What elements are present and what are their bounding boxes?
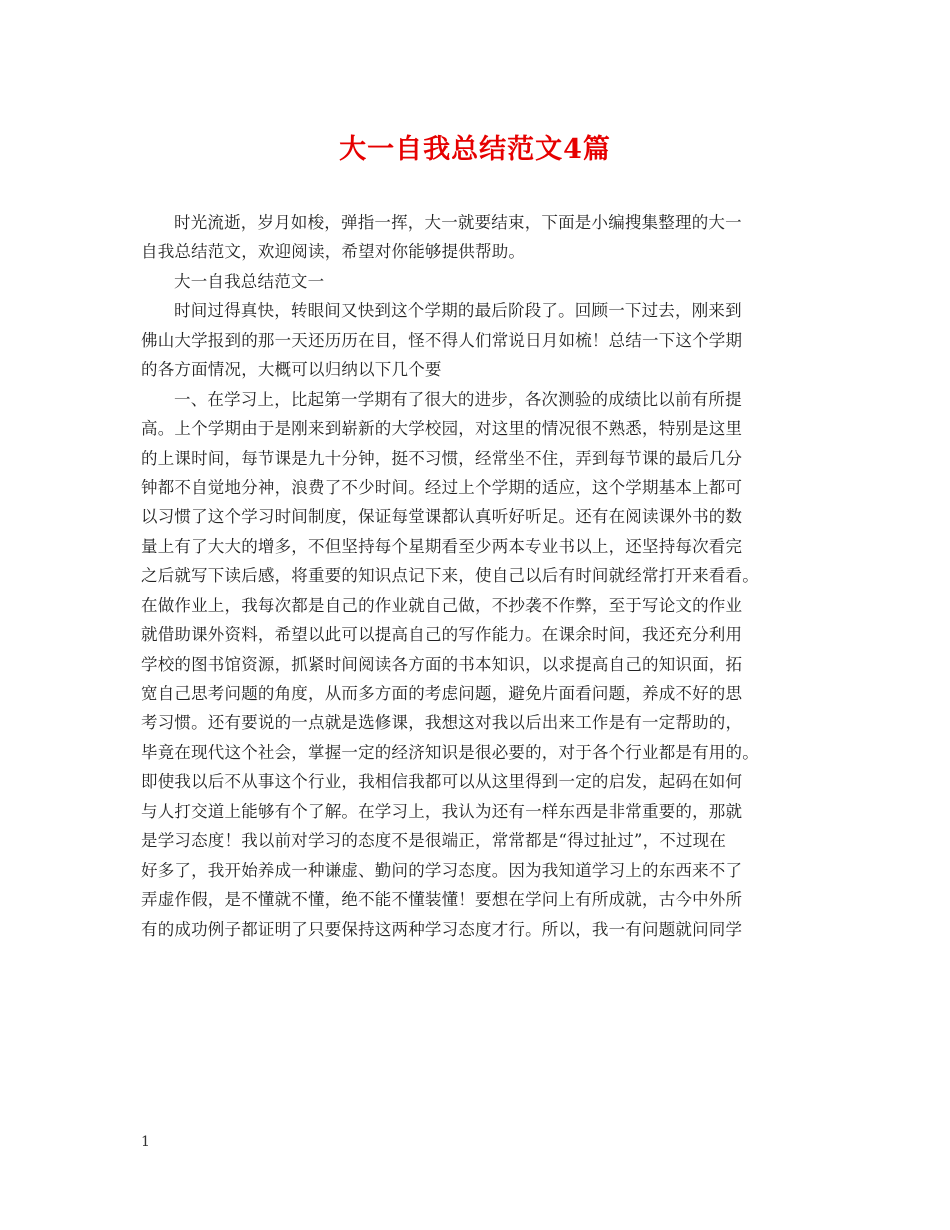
paragraph-line: 与人打交道上能够有个了解。在学习上，我认为还有一样东西是非常重要的，那就 — [141, 801, 743, 821]
paragraph-line: 学校的图书馆资源，抓紧时间阅读各方面的书本知识，以求提高自己的知识面，拓 — [141, 654, 743, 674]
paragraph-line: 高。上个学期由于是刚来到崭新的大学校园，对这里的情况很不熟悉，特别是这里 — [141, 419, 743, 439]
paragraph-line: 以习惯了这个学习时间制度，保证每堂课都认真听好听足。还有在阅读课外书的数 — [141, 507, 743, 527]
paragraph-line: 时间过得真快，转眼间又快到这个学期的最后阶段了。回顾一下过去，刚来到 — [174, 301, 742, 321]
paragraph-line: 在做作业上，我每次都是自己的作业就自己做，不抄袭不作弊，至于写论文的作业 — [141, 595, 743, 615]
paragraph-line: 量上有了大大的增多，不但坚持每个星期看至少两本专业书以上，还坚持每次看完 — [141, 536, 743, 556]
paragraph-line: 毕竟在现代这个社会，掌握一定的经济知识是很必要的，对于各个行业都是有用的。 — [141, 742, 759, 762]
paragraph-line: 的各方面情况，大概可以归纳以下几个要 — [141, 360, 442, 380]
document-body — [141, 208, 811, 944]
paragraph-line: 弄虚作假，是不懂就不懂，绝不能不懂装懂！要想在学问上有所成就，古今中外所 — [141, 890, 743, 910]
page-number: 1 — [141, 1134, 150, 1150]
document-title: 大一自我总结范文4篇 — [339, 134, 611, 165]
paragraph-line: 好多了，我开始养成一种谦虚、勤问的学习态度。因为我知道学习上的东西来不了 — [141, 860, 743, 880]
paragraph-line: 就借助课外资料，希望以此可以提高自己的写作能力。在课余时间，我还充分利用 — [141, 625, 743, 645]
section-heading: 大一自我总结范文一 — [174, 271, 325, 291]
paragraph-line: 佛山大学报到的那一天还历历在目，怪不得人们常说日月如梳！总结一下这个学期 — [141, 330, 743, 350]
paragraph-line: 是学习态度！我以前对学习的态度不是很端正，常常都是“得过扯过”，不过现在 — [141, 831, 727, 851]
paragraph-line: 自我总结范文，欢迎阅读，希望对你能够提供帮助。 — [141, 242, 526, 262]
paragraph-line: 考习惯。还有要说的一点就是选修课，我想这对我以后出来工作是有一定帮助的， — [141, 713, 743, 733]
paragraph-line: 的上课时间，每节课是九十分钟，挺不习惯，经常坐不住，弄到每节课的最后几分 — [141, 448, 743, 468]
paragraph-line: 即使我以后不从事这个行业，我相信我都可以从这里得到一定的启发，起码在如何 — [141, 772, 743, 792]
paragraph-line: 钟都不自觉地分神，浪费了不少时间。经过上个学期的适应，这个学期基本上都可 — [141, 477, 743, 497]
paragraph-line: 一、在学习上，比起第一学期有了很大的进步，各次测验的成绩比以前有所提 — [174, 389, 742, 409]
paragraph-line: 时光流逝，岁月如梭，弹指一挥，大一就要结束，下面是小编搜集整理的大一 — [174, 213, 742, 232]
paragraph-line: 之后就写下读后感，将重要的知识点记下来，使自己以后有时间就经常打开来看看。 — [141, 566, 759, 586]
paragraph-line: 有的成功例子都证明了只要保持这两种学习态度才行。所以，我一有问题就问同学 — [141, 919, 743, 939]
paragraph-line: 宽自己思考问题的角度，从而多方面的考虑问题，避免片面看问题，养成不好的思 — [141, 684, 743, 703]
